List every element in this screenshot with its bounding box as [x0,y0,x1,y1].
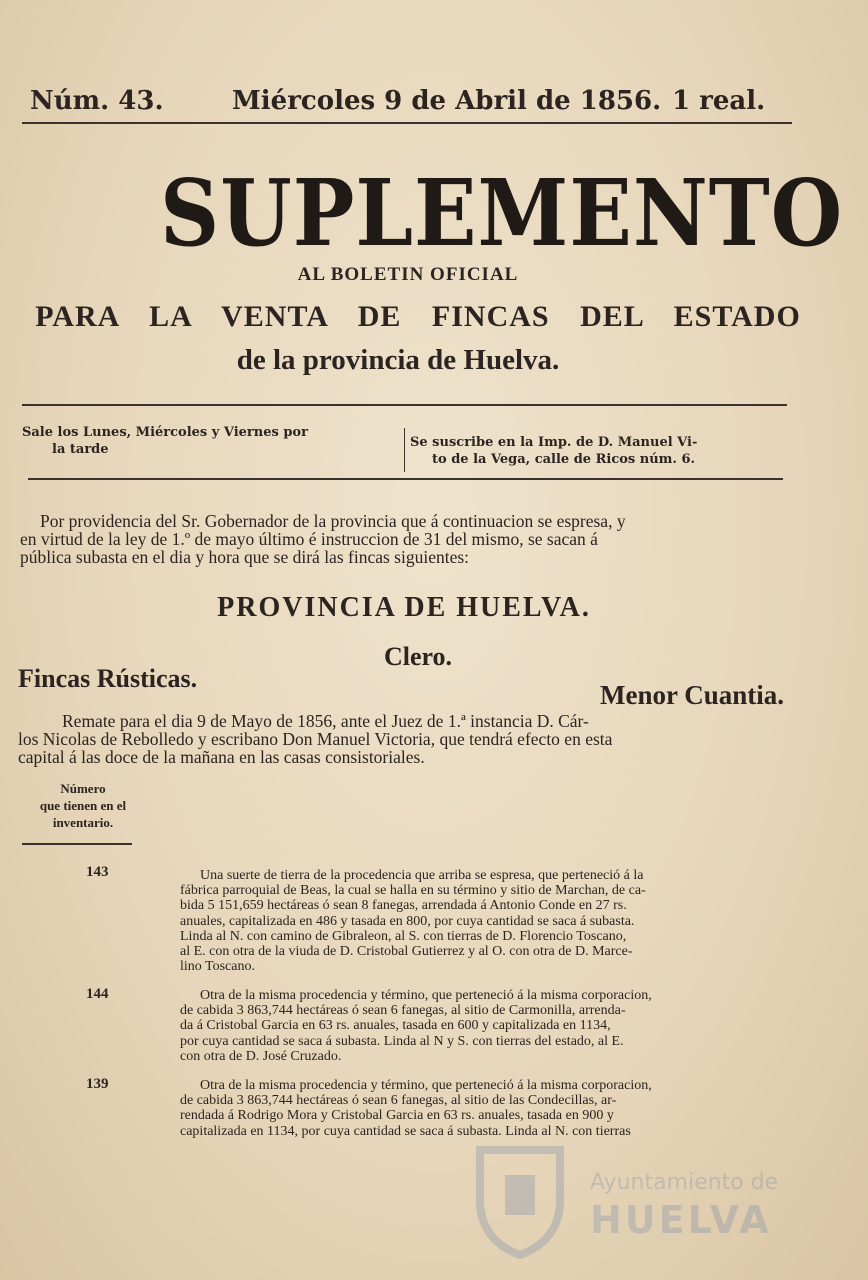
intro-line: en virtud de la ley de 1.º de mayo último é instruccion de 31 del mismo, se sacan á [20,529,598,549]
inventory-number: 144 [86,986,109,1002]
publication-days-line2: la tarde [52,442,109,457]
subscription-info [410,434,790,468]
property-line: Otra de la misma procedencia y término, que perteneció á la misma corporacion, [200,988,652,1003]
property-description [180,988,778,1064]
coat-of-arms-icon [470,1140,570,1260]
masthead-subtitle-provincia: de la provincia de Huelva. [236,344,560,376]
property-line: al E. con otra de la viuda de D. Cristobal Gutierrez y al O. con otra de D. Marce- [180,944,633,960]
property-line: Otra de la misma procedencia y término, que perteneció á la misma corporacion, [200,1078,652,1093]
header-rule [22,122,792,124]
subscription-line2: to de la Vega, calle de Ricos núm. 6. [432,452,696,467]
info-rule [28,478,783,480]
issue-date: Miércoles 9 de Abril de 1856. [232,86,662,116]
fincas-rusticas-heading: Fincas Rústicas. [18,664,198,693]
masthead-subtitle-boletin: AL BOLETIN OFICIAL [297,264,519,285]
inventory-label-rule [22,843,132,845]
watermark-text-ayuntamiento: Ayuntamiento de [590,1170,779,1195]
remate-paragraph [18,712,782,766]
remate-line: los Nicolas de Rebolledo y escribano Don Manuel Victoria, que tendrá efecto en esta [18,729,613,749]
property-description [180,868,778,974]
publication-days-line1: Sale los Lunes, Miércoles y Viernes por [22,425,308,440]
intro-line: pública subasta en el dia y hora que se dirá las fincas siguientes: [20,547,470,567]
inventory-label-line: que tienen en el [39,798,127,813]
issue-price: 1 real. [672,86,766,116]
masthead-rule [22,404,787,406]
property-line: de cabida 3 863,744 hectáreas ó sean 6 fanegas, al sitio de las Condecillas, ar- [180,1093,617,1109]
property-line: por cuya cantidad se saca á subasta. Linda al N y S. con tierras del estado, al E. [180,1033,624,1049]
issue-number: Núm. 43. [30,86,164,116]
property-line: de cabida 3 863,744 hectáreas ó sean 6 fanegas, al sitio de Carmonilla, arrenda- [180,1003,626,1019]
property-line: bida 5 151,659 hectáreas ó sean 8 fanegas, arrendada á Antonio Conde en 27 rs. [180,898,627,914]
property-line: rendada á Rodrigo Mora y Cristobal Garcia en 63 rs. anuales, tasada en 900 y [180,1108,614,1124]
inventory-label-line: inventario. [52,815,114,830]
property-line: lino Toscano. [180,959,255,975]
menor-cuantia-heading: Menor Cuantia. [600,680,785,710]
intro-paragraph [20,512,782,566]
info-divider [404,428,405,472]
property-line: con otra de D. José Cruzado. [180,1048,342,1064]
property-line: Linda al N. con camino de Gibraleon, al S. con tierras de D. Florencio Toscano, [180,928,627,944]
property-line: anuales, capitalizada en 486 y tasada en 800, por cuya cantidad se saca á subasta. [180,913,635,929]
masthead-title: SUPLEMENTO [160,160,844,268]
property-line: fábrica parroquial de Beas, la cual se halla en su término y sitio de Marchan, de ca- [180,883,646,899]
remate-line: capital á las doce de la mañana en las casas consistoriales. [18,747,425,767]
intro-line: Por providencia del Sr. Gobernador de la provincia que á continuacion se espresa, y [40,511,626,531]
inventory-number: 143 [86,864,109,880]
clero-heading: Clero. [383,642,453,671]
inventory-number: 139 [86,1076,109,1092]
property-line: capitalizada en 1134, por cuya cantidad se saca á subasta. Linda al N. con tierras [180,1123,631,1139]
inventory-column-label [18,780,148,831]
publication-days [22,424,402,458]
property-description [180,1078,778,1139]
province-heading: PROVINCIA DE HUELVA. [217,592,591,623]
inventory-label-line: Número [60,781,106,796]
watermark-text-huelva: HUELVA [590,1198,772,1242]
masthead-subtitle-venta: PARA LA VENTA DE FINCAS DEL ESTADO [35,300,801,333]
archive-watermark [470,1140,800,1270]
subscription-line1: Se suscribe en la Imp. de D. Manuel Vi- [410,435,698,450]
property-line: Una suerte de tierra de la procedencia que arriba se espresa, que perteneció á la [200,868,644,883]
remate-line: Remate para el dia 9 de Mayo de 1856, ante el Juez de 1.ª instancia D. Cár- [62,711,589,731]
property-line: da á Cristobal Garcia en 63 rs. anuales, tasada en 600 y capitalizada en 1134, [180,1018,611,1034]
